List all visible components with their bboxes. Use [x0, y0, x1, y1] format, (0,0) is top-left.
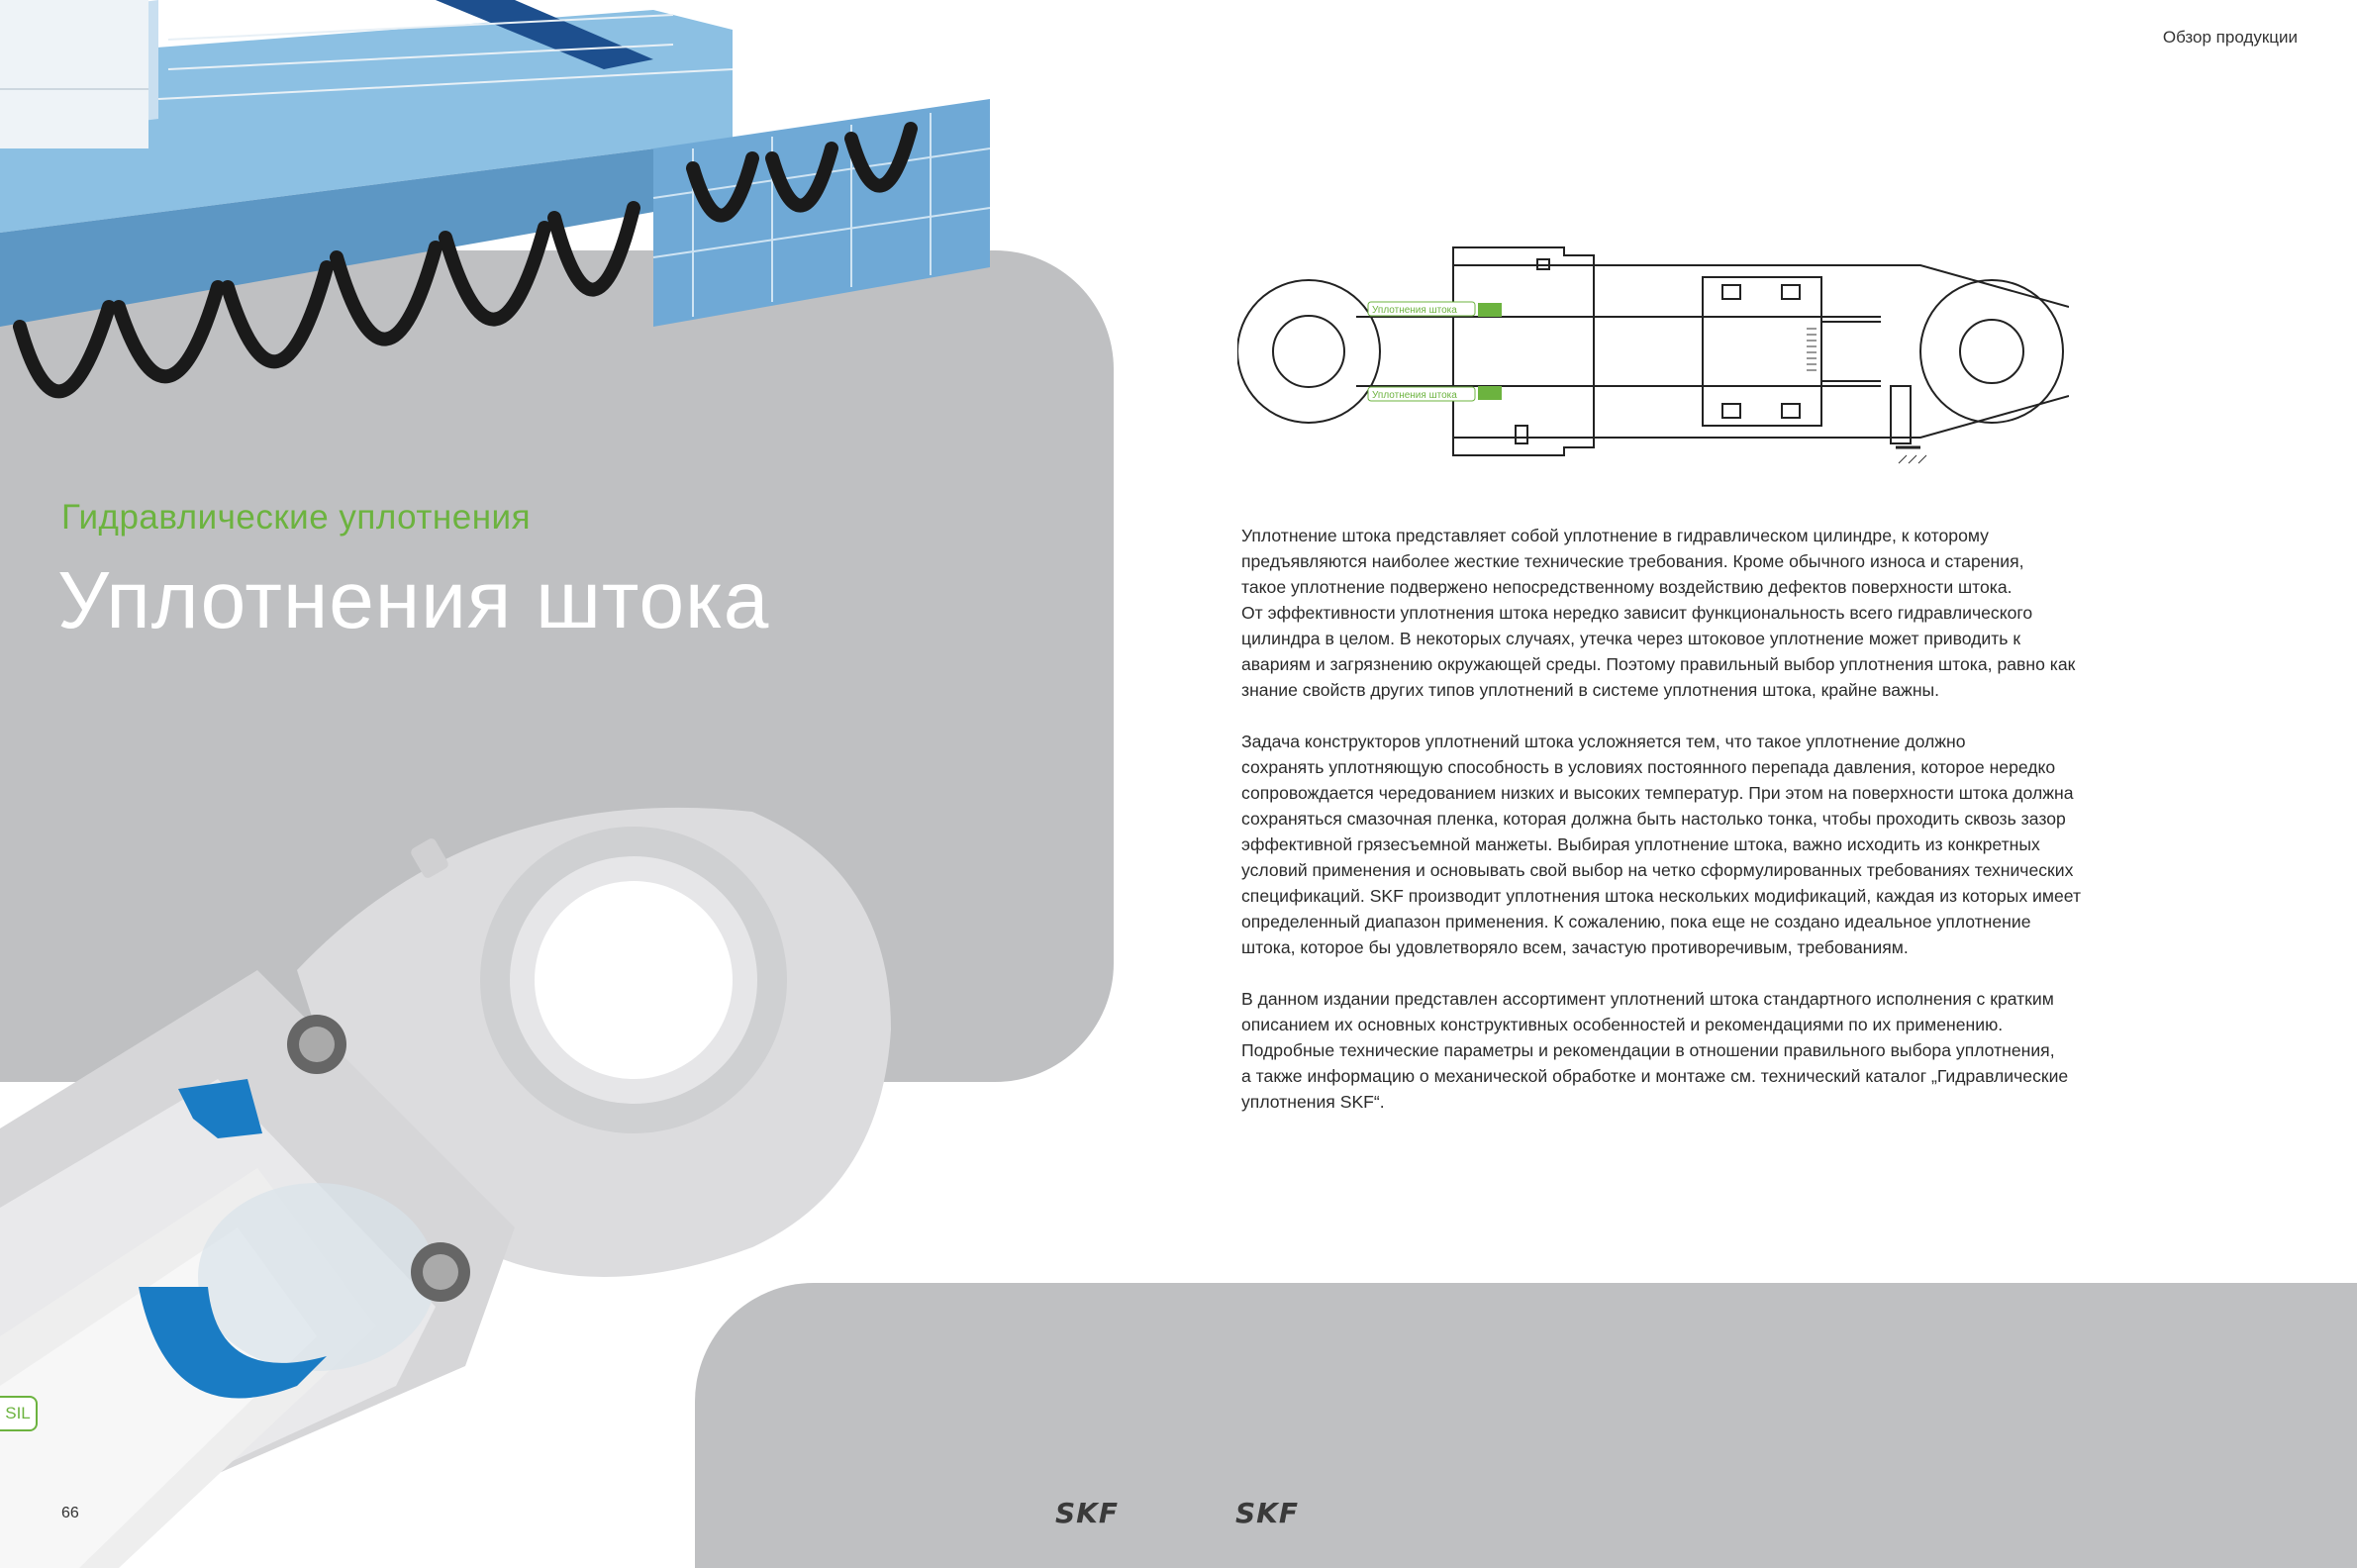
page-title: Уплотнения штока	[57, 555, 770, 645]
grey-footer-panel	[695, 1283, 2357, 1568]
rod-seal-top	[1478, 303, 1502, 317]
paragraph-1: Уплотнение штока представляет собой уплотнение в гидравлическом цилиндре, к которому предъявляются наиболее жесткие технические требования. Кроме обычного износа и старения, такое уплотнение подвержено непосредственному воздействию дефектов поверхности штока. От эффективности уплотнения штока нередко зависит функциональность всего гидравлического цилиндра в целом. В некоторых случаях, утечка через штоковое уплотнение может приводить к авариям и загрязнению окружающей среды. Поэтому правильный выбор уплотнения штока, равно как знание свойств других типов уплотнений в системе уплотнения штока, крайне важны.	[1241, 526, 2076, 700]
skf-logo: SKF	[1235, 1497, 1299, 1529]
body-text	[1241, 523, 2122, 1140]
paragraph-2: Задача конструкторов уплотнений штока усложняется тем, что такое уплотнение должно сохранять уплотняющую способность в условиях постоянного перепада давления, которое нередко сопровождается чередованием низких и высоких температур. При этом на поверхности штока должна сохраняться смазочная пленка, которая должна быть настолько тонка, чтобы проходить сквозь зазор эффективной грязесъемной манжеты. Выбирая уплотнение штока, важно исходить из конкретных условий применения и основывать свой выбор на четко сформулированных требованиях технических спецификаций. SKF производит уплотнения штока нескольких модификаций, каждая из которых имеет определенный диапазон применения. К сожалению, пока еще не создано идеальное уплотнение штока, которое бы удовлетворяло всем, зачастую противоречивым, требованиям.	[1241, 732, 2082, 957]
svg-text:Уплотнения штока: Уплотнения штока	[1372, 390, 1457, 401]
cylinder-diagram	[1237, 238, 2069, 475]
rod-seal-bottom	[1478, 386, 1502, 400]
section-header: Обзор продукции	[2162, 28, 2298, 47]
svg-text:Уплотнения штока: Уплотнения штока	[1372, 305, 1457, 316]
paragraph-3: В данном издании представлен ассортимент уплотнений штока стандартного исполнения с кратким описанием их основных конструктивных особенностей и рекомендациями по их применению. Подробные технические параметры и рекомендации в отношении правильного выбора уплотнения, а также информацию о механической обработке и монтаже см. технический каталог „Гидравлические уплотнения SKF“.	[1241, 989, 2069, 1112]
section-label: Гидравлические уплотнения	[61, 498, 532, 537]
skf-logo: SKF	[1055, 1497, 1119, 1529]
page-number: 66	[61, 1505, 79, 1521]
section-tab[interactable]: SIL	[0, 1396, 38, 1431]
machinery-photo	[0, 0, 990, 465]
diagram-label-top	[1368, 302, 1475, 316]
diagram-label-bottom	[1368, 387, 1475, 401]
